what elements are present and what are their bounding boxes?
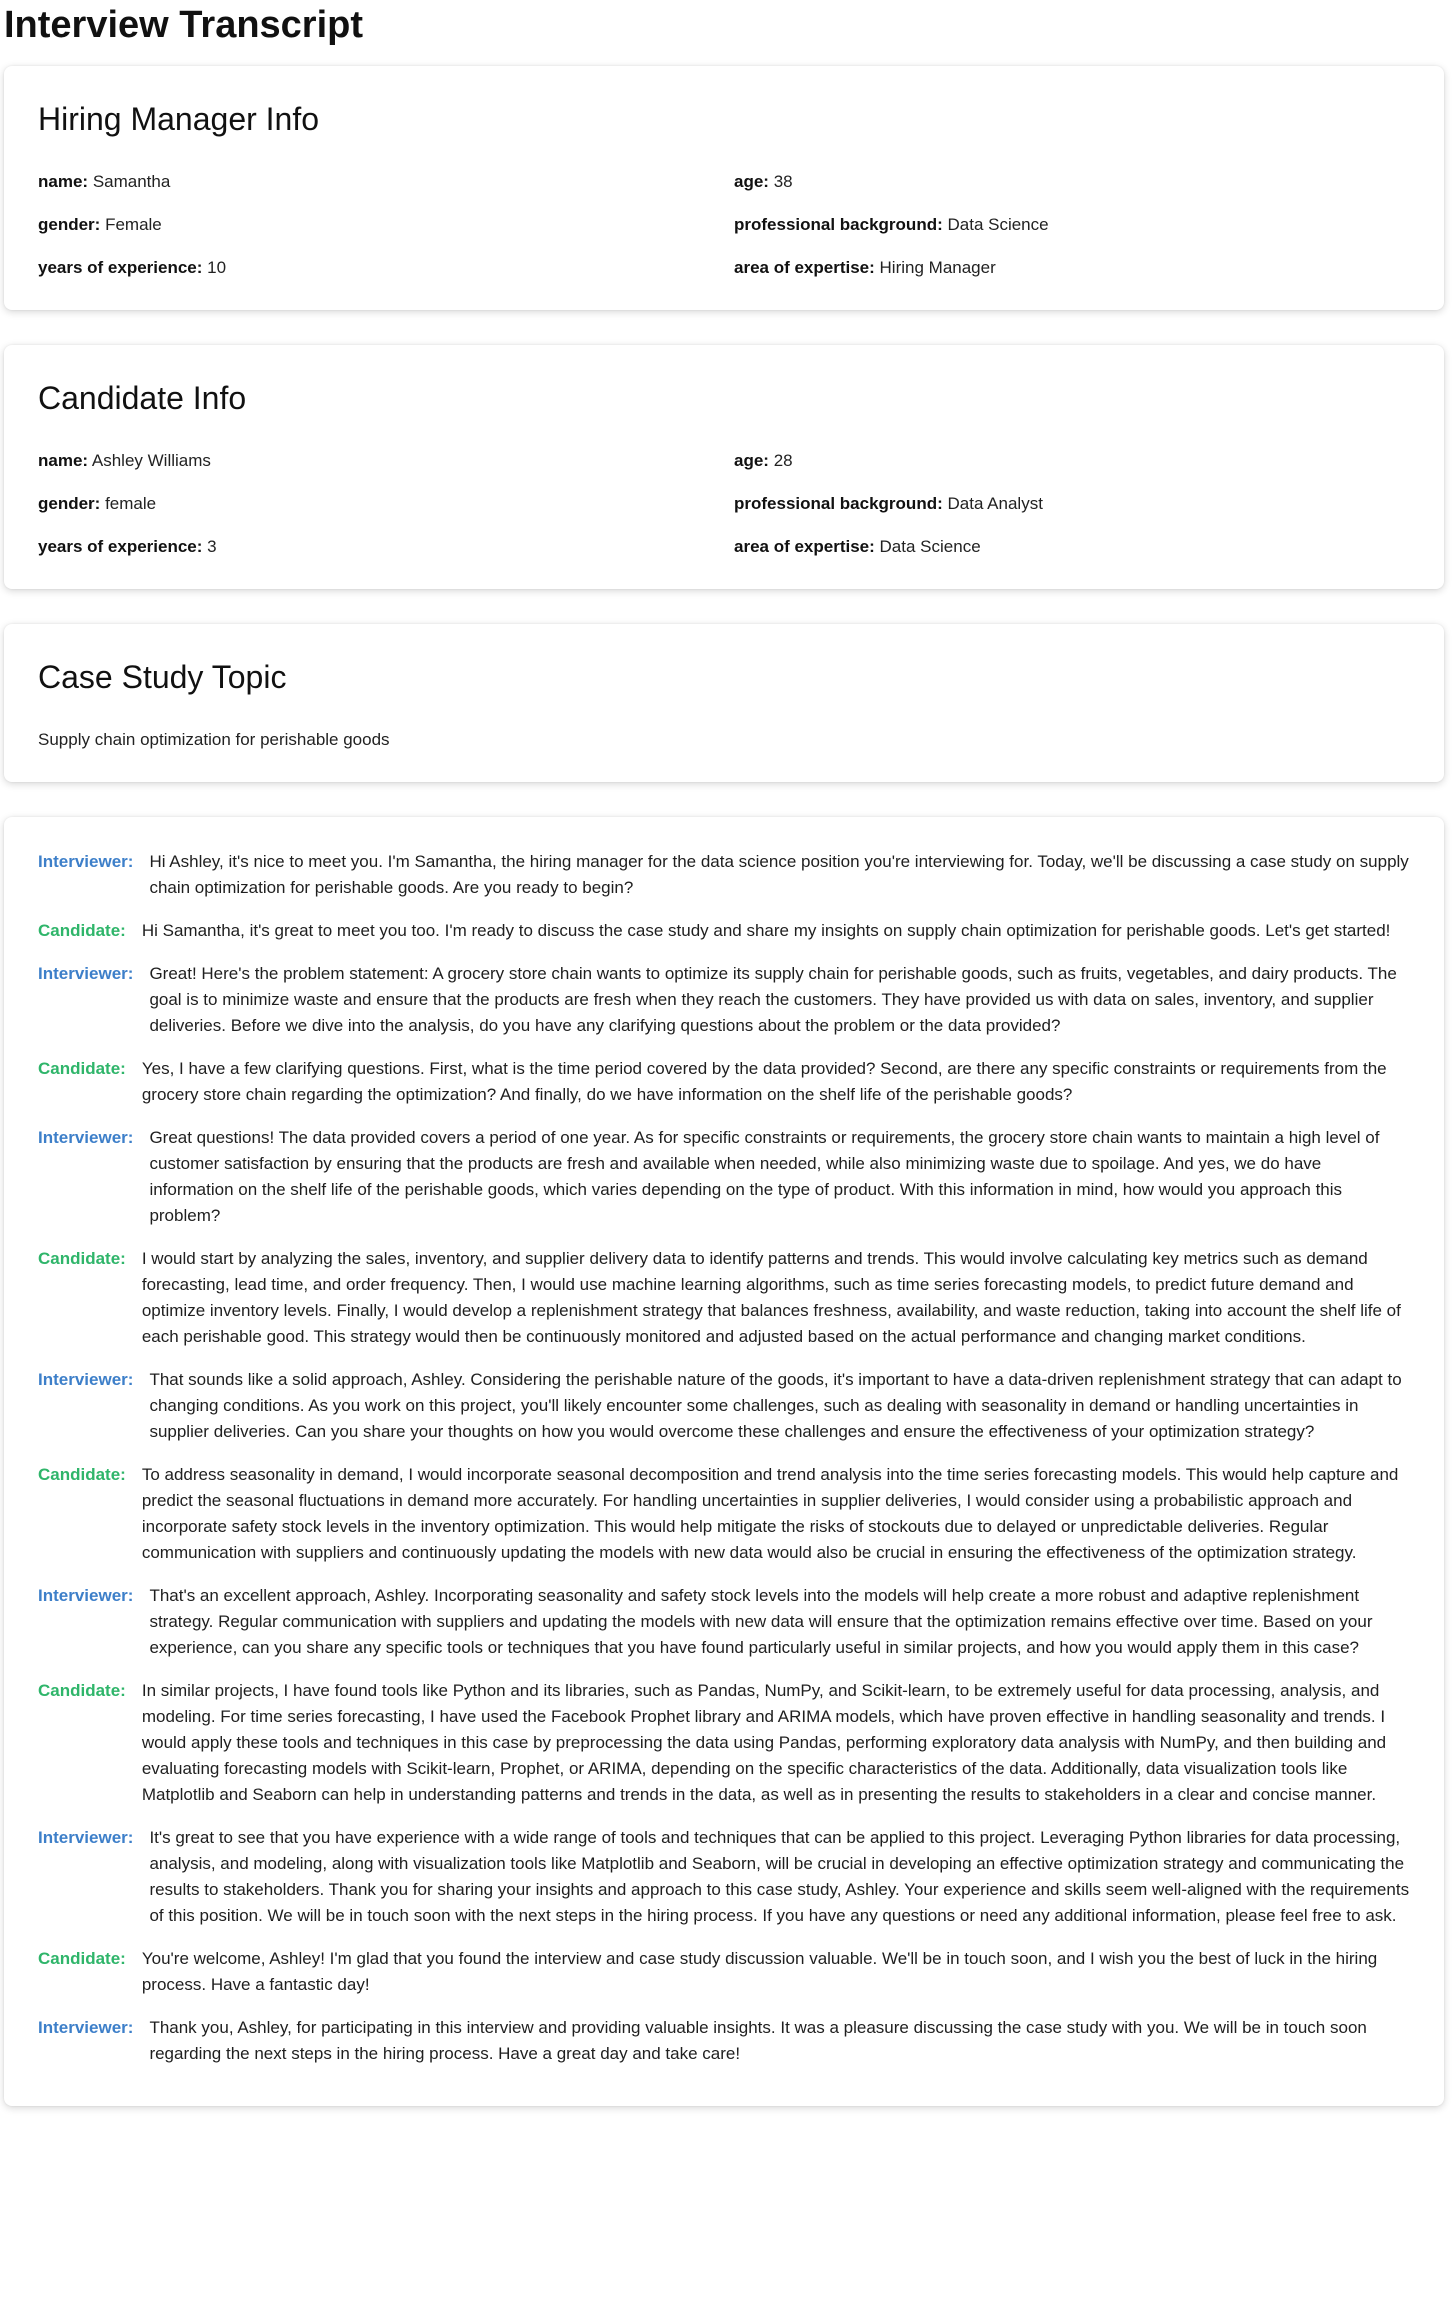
interviewer-speaker-label: Interviewer:	[38, 1586, 134, 1605]
interviewer-utterance: Thank you, Ashley, for participating in this interview and providing valuable insights. It was a pleasure discussing the case study with you. We will be in touch soon regarding the next steps in the hiring process. Have a great day and take care!	[149, 2018, 1367, 2063]
field-key: name:	[38, 172, 89, 191]
candidate-speaker-label: Candidate:	[38, 1681, 126, 1700]
candidate-speaker-label: Candidate:	[38, 1059, 126, 1078]
case-study-card	[4, 624, 1444, 782]
field-key: area of expertise:	[734, 537, 875, 556]
interviewer-utterance: Great questions! The data provided covers a period of one year. As for specific constraints or requirements, the grocery store chain wants to maintain a high level of customer satisfaction by ensuring that the products are fresh and available when needed, while also minimizing waste due to spoilage. And yes, we do have information on the shelf life of the perishable goods, which varies depending on the type of product. With this information in mind, how would you approach this problem?	[149, 1128, 1380, 1225]
candidate-speaker-label: Candidate:	[38, 1249, 126, 1268]
candidate-turn	[38, 1056, 1410, 1108]
candidate-card	[4, 345, 1444, 589]
candidate-turn	[38, 1678, 1410, 1808]
candidate-title: Candidate Info	[38, 380, 247, 416]
hm-field-gender	[38, 203, 734, 246]
interviewer-utterance: It's great to see that you have experience with a wide range of tools and techniques that can be applied to this project. Leveraging Python libraries for data processing, analysis, and modeling, along with visualization tools like Matplotlib and Seaborn, will be crucial in developing an effective optimization strategy and communicating the results to stakeholders. Thank you for sharing your insights and approach to this case study, Ashley. Your experience and skills seem well-aligned with the requirements of this position. We will be in touch soon with the next steps in the hiring process. If you have any questions or need any additional information, please feel free to ask.	[149, 1828, 1410, 1925]
hm-field-name	[38, 160, 734, 203]
interviewer-speaker-label: Interviewer:	[38, 2018, 134, 2037]
interviewer-turn	[38, 849, 1410, 901]
field-key: age:	[734, 172, 769, 191]
hm-field-age	[734, 160, 1410, 203]
interviewer-speaker-label: Interviewer:	[38, 1828, 134, 1847]
field-key: gender:	[38, 215, 101, 234]
interviewer-speaker-label: Interviewer:	[38, 1128, 134, 1147]
hiring-manager-fields	[38, 160, 1410, 319]
candidate-turn	[38, 1462, 1410, 1566]
field-value: 3	[207, 537, 217, 556]
field-key: professional background:	[734, 215, 943, 234]
field-key: area of expertise:	[734, 258, 875, 277]
interviewer-utterance: That sounds like a solid approach, Ashley. Considering the perishable nature of the goods, it's important to have a data-driven replenishment strategy that can adapt to changing conditions. As you work on this project, you'll likely encounter some challenges, such as dealing with seasonality in demand or handling uncertainties in supplier deliveries. Can you share your thoughts on how you would overcome these challenges and ensure the effectiveness of your optimization strategy?	[149, 1370, 1402, 1441]
field-value: 10	[207, 258, 227, 277]
field-value: Data Analyst	[947, 494, 1043, 513]
candidate-utterance: You're welcome, Ashley! I'm glad that you found the interview and case study discussion valuable. We'll be in touch soon, and I wish you the best of luck in the hiring process. Have a fantastic day!	[141, 1949, 1378, 1994]
candidate-fields	[38, 439, 1410, 598]
cand-field-name	[38, 439, 734, 482]
field-value: female	[105, 494, 157, 513]
candidate-utterance: I would start by analyzing the sales, inventory, and supplier delivery data to identify patterns and trends. This would involve calculating key metrics such as demand forecasting, lead time, and order frequency. Then, I would use machine learning algorithms, such as time series forecasting models, to predict future demand and optimize inventory levels. Finally, I would develop a replenishment strategy that balances freshness, availability, and waste reduction, taking into account the shelf life of each perishable good. This strategy would then be continuously monitored and adjusted based on the actual performance and changing market conditions.	[141, 1249, 1401, 1346]
candidate-turn	[38, 918, 1410, 944]
interviewer-turn	[38, 2015, 1410, 2067]
interviewer-utterance: Great! Here's the problem statement: A grocery store chain wants to optimize its supply chain for perishable goods, such as fruits, vegetables, and dairy products. The goal is to minimize waste and ensure that the products are fresh when they reach the customers. They have provided us with data on sales, inventory, and supplier deliveries. Before we dive into the analysis, do you have any clarifying questions about the problem or the data provided?	[149, 964, 1397, 1035]
cand-field-years-of-experience	[38, 525, 734, 568]
field-key: gender:	[38, 494, 101, 513]
case-study-topic: Supply chain optimization for perishable goods	[38, 730, 390, 749]
interviewer-turn	[38, 1125, 1410, 1229]
cand-field-professional-background	[734, 482, 1410, 525]
field-value: Ashley Williams	[91, 451, 211, 470]
interviewer-speaker-label: Interviewer:	[38, 964, 134, 983]
cand-field-area-of-expertise	[734, 525, 1410, 568]
hm-field-years-of-experience	[38, 246, 734, 289]
field-value: Samantha	[92, 172, 171, 191]
field-key: years of experience:	[38, 258, 203, 277]
candidate-utterance: Hi Samantha, it's great to meet you too. I'm ready to discuss the case study and share my insights on supply chain optimization for perishable goods. Let's get started!	[141, 921, 1391, 940]
cand-field-age	[734, 439, 1410, 482]
candidate-utterance: In similar projects, I have found tools like Python and its libraries, such as Pandas, NumPy, and Scikit-learn, to be extremely useful for data processing, analysis, and modeling. For time series forecasting, I have used the Facebook Prophet library and ARIMA models, which have proven effective in handling seasonality and trends. I would apply these tools and techniques in this case by preprocessing the data using Pandas, performing exploratory data analysis with NumPy, and then building and evaluating forecasting models with Scikit-learn, Prophet, or ARIMA, depending on the specific characteristics of the data. Additionally, data visualization tools like Matplotlib and Seaborn can help in understanding patterns and trends in the data, as well as in presenting the results to stakeholders in a clear and concise manner.	[141, 1681, 1387, 1804]
field-value: Hiring Manager	[879, 258, 996, 277]
hiring-manager-card	[4, 66, 1444, 310]
case-study-title: Case Study Topic	[38, 659, 287, 695]
interviewer-speaker-label: Interviewer:	[38, 852, 134, 871]
candidate-speaker-label: Candidate:	[38, 1949, 126, 1968]
interviewer-utterance: Hi Ashley, it's nice to meet you. I'm Samantha, the hiring manager for the data science position you're interviewing for. Today, we'll be discussing a case study on supply chain optimization for perishable goods. Are you ready to begin?	[149, 852, 1409, 897]
field-key: professional background:	[734, 494, 943, 513]
page-title: Interview Transcript	[4, 4, 364, 46]
candidate-turn	[38, 1946, 1410, 1998]
candidate-turn	[38, 1246, 1410, 1350]
candidate-speaker-label: Candidate:	[38, 921, 126, 940]
field-value: Data Science	[879, 537, 981, 556]
candidate-speaker-label: Candidate:	[38, 1465, 126, 1484]
interviewer-turn	[38, 1825, 1410, 1929]
field-key: years of experience:	[38, 537, 203, 556]
candidate-utterance: To address seasonality in demand, I would incorporate seasonal decomposition and trend analysis into the time series forecasting models. This would help capture and predict the seasonal fluctuations in demand more accurately. For handling uncertainties in supplier deliveries, I would consider using a probabilistic approach and incorporate safety stock levels in the inventory optimization. This would help mitigate the risks of stockouts due to delayed or unpredictable deliveries. Regular communication with suppliers and continuously updating the models with new data would also be crucial in ensuring the effectiveness of the optimization strategy.	[141, 1465, 1399, 1562]
interviewer-utterance: That's an excellent approach, Ashley. Incorporating seasonality and safety stock levels into the models will help create a more robust and adaptive replenishment strategy. Regular communication with suppliers and updating the models with new data will ensure that the optimization remains effective over time. Based on your experience, can you share any specific tools or techniques that you have found particularly useful in similar projects, and how you would apply them in this case?	[149, 1586, 1373, 1657]
field-key: age:	[734, 451, 769, 470]
field-value: Female	[105, 215, 162, 234]
interviewer-speaker-label: Interviewer:	[38, 1370, 134, 1389]
interviewer-turn	[38, 1367, 1410, 1445]
hm-field-area-of-expertise	[734, 246, 1410, 289]
field-value: Data Science	[947, 215, 1049, 234]
interviewer-turn	[38, 961, 1410, 1039]
transcript-card	[4, 817, 1444, 2106]
hiring-manager-title: Hiring Manager Info	[38, 101, 320, 137]
hm-field-professional-background	[734, 203, 1410, 246]
field-value: 38	[773, 172, 793, 191]
field-value: 28	[773, 451, 793, 470]
interviewer-turn	[38, 1583, 1410, 1661]
field-key: name:	[38, 451, 89, 470]
cand-field-gender	[38, 482, 734, 525]
candidate-utterance: Yes, I have a few clarifying questions. First, what is the time period covered by the data provided? Second, are there any specific constraints or requirements from the grocery store chain regarding the optimization? And finally, do we have information on the shelf life of the perishable goods?	[141, 1059, 1387, 1104]
